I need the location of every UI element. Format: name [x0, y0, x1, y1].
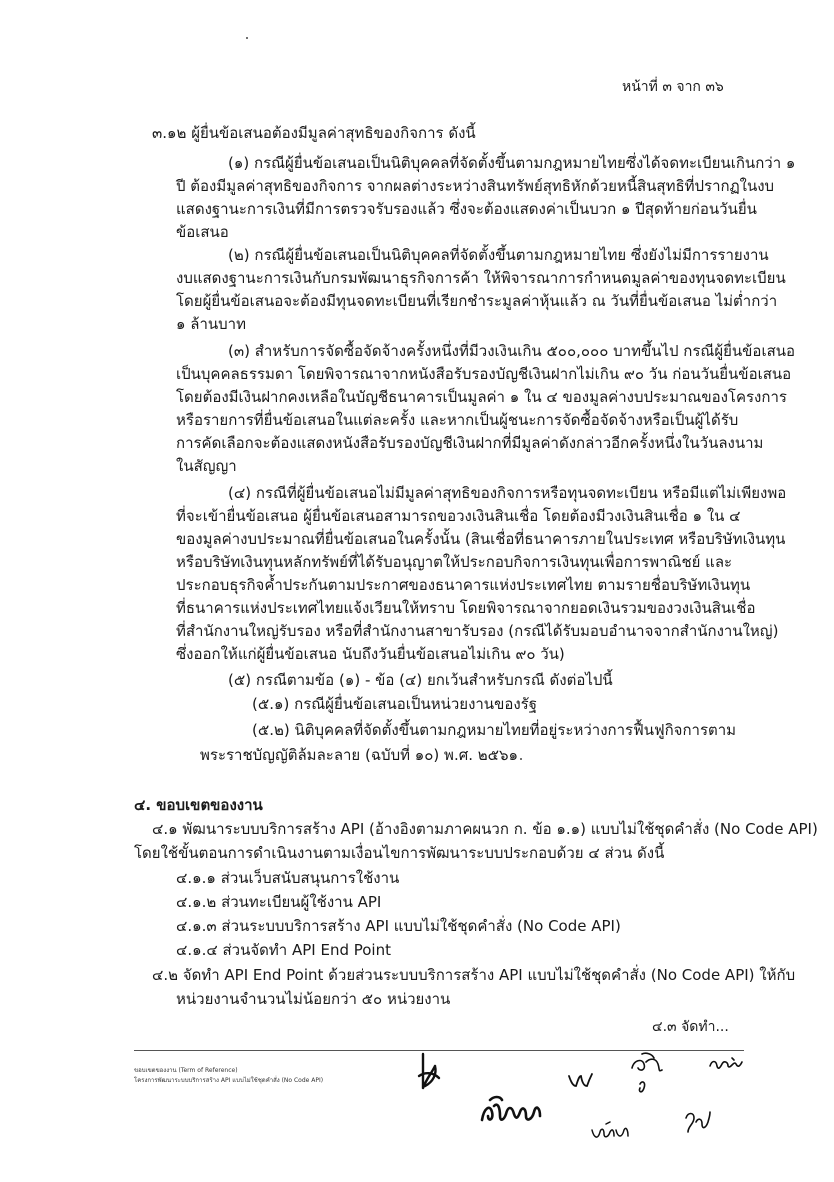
signature-2-icon [567, 1070, 593, 1090]
section-heading: ๔. ขอบเขตของงาน [134, 796, 263, 814]
paragraph-line: การคัดเลือกจะต้องแสดงหนังสือรับรองบัญชีเงินฝากที่มีมูลค่าดังกล่าวอีกครั้งหนึ่งในวันลงนาม [176, 434, 764, 452]
paragraph-line: ๑ ล้านบาท [176, 315, 246, 333]
list-item: ๔.๑.๑ ส่วนเว็บสนับสนุนการใช้งาน [176, 869, 400, 887]
list-item: ๔.๑.๔ ส่วนจัดทำ API End Point [176, 941, 391, 959]
footer-title: ขอบเขตของงาน (Term of Reference) [134, 1067, 238, 1074]
paragraph-line: ที่สำนักงานใหญ่รับรอง หรือที่สำนักงานสาขารับรอง (กรณีได้รับมอบอำนาจจากสำนักงานใหญ่) [176, 622, 779, 640]
paragraph-line: ๔.๒ จัดทำ API End Point ด้วยส่วนระบบบริการสร้าง API แบบไม่ใช้ชุดคำสั่ง (No Code API) ให้กับ [152, 966, 796, 984]
paragraph-line: โดยต้องมีเงินฝากคงเหลือในบัญชีธนาคารเป็นมูลค่า ๑ ใน ๔ ของมูลค่างบประมาณของโครงการ [176, 388, 787, 406]
signature-4-icon [708, 1056, 744, 1074]
paragraph-line: ประกอบธุรกิจค้ำประกันตามประกาศของธนาคารแห่งประเทศไทย ตามรายชื่อบริษัทเงินทุน [176, 576, 751, 594]
paragraph-line: แสดงฐานะการเงินที่มีการตรวจรับรองแล้ว ซึ่งจะต้องแสดงค่าเป็นบวก ๑ ปีสุดท้ายก่อนวันยื่น [176, 200, 757, 218]
page-number: หน้าที่ ๓ จาก ๓๖ [622, 79, 724, 95]
scan-dot [520, 758, 522, 760]
paragraph-line: (๕.๒) นิติบุคคลที่จัดตั้งขึ้นตามกฎหมายไทยที่อยู่ระหว่างการฟื้นฟูกิจการตาม [252, 721, 737, 739]
paragraph-line: (๔) กรณีที่ผู้ยื่นข้อเสนอไม่มีมูลค่าสุทธิของกิจการหรือทุนจดทะเบียน หรือมีแต่ไม่เพียงพอ [228, 484, 787, 502]
paragraph-line: หรือบริษัทเงินทุนหลักทรัพย์ที่ได้รับอนุญาตให้ประกอบกิจการเงินทุนเพื่อการพาณิชย์ และ [176, 553, 733, 571]
paragraph-line: โดยผู้ยื่นข้อเสนอจะต้องมีทุนจดทะเบียนที่เรียกชำระมูลค่าหุ้นแล้ว ณ วันที่ยื่นข้อเสนอ ไม่ต่ำกว่า [176, 292, 778, 310]
paragraph-line: (๕.๑) กรณีผู้ยื่นข้อเสนอเป็นหน่วยงานของรัฐ [252, 695, 537, 713]
paragraph-line: ที่จะเข้ายื่นข้อเสนอ ผู้ยื่นข้อเสนอสามารถขอวงเงินสินเชื่อ โดยต้องมีวงเงินสินเชื่อ ๑ ใน ๔ [176, 507, 741, 525]
signature-3-icon [628, 1052, 668, 1098]
signature-1-icon [415, 1048, 443, 1094]
paragraph-line: ที่ธนาคารแห่งประเทศไทยแจ้งเวียนให้ทราบ โดยพิจารณาจากยอดเงินรวมของวงเงินสินเชื่อ [176, 599, 756, 617]
paragraph-line: เป็นบุคคลธรรมดา โดยพิจารณาจากหนังสือรับรองบัญชีเงินฝากไม่เกิน ๙๐ วัน ก่อนวันยื่นข้อเสนอ [176, 365, 792, 383]
paragraph-line: ข้อเสนอ [176, 223, 229, 241]
signature-5-icon [478, 1094, 544, 1128]
list-item: ๔.๑.๓ ส่วนระบบบริการสร้าง API แบบไม่ใช้ชุดคำสั่ง (No Code API) [176, 917, 621, 935]
paragraph-line: (๒) กรณีผู้ยื่นข้อเสนอเป็นนิติบุคคลที่จัดตั้งขึ้นตามกฎหมายไทย ซึ่งยังไม่มีการรายงาน [228, 246, 769, 264]
paragraph-line: ปี ต้องมีมูลค่าสุทธิของกิจการ จากผลต่างระหว่างสินทรัพย์สุทธิหักด้วยหนี้สินสุทธิที่ปรากฏในงบ [176, 177, 775, 195]
paragraph-line: ในสัญญา [176, 457, 237, 475]
paragraph-line: (๓) สำหรับการจัดซื้อจัดจ้างครั้งหนึ่งที่มีวงเงินเกิน ๕๐๐,๐๐๐ บาทขึ้นไป กรณีผู้ยื่นข้อเสนอ [228, 342, 795, 360]
signature-6-icon [590, 1120, 630, 1144]
footer-project: โครงการพัฒนาระบบบริการสร้าง API แบบไม่ใช้ชุดคำสั่ง (No Code API) [134, 1077, 324, 1084]
paragraph-line: โดยใช้ขั้นตอนการดำเนินงานตามเงื่อนไขการพัฒนาระบบประกอบด้วย ๔ ส่วน ดังนี้ [134, 844, 665, 862]
paragraph-line: ซึ่งออกให้แก่ผู้ยื่นข้อเสนอ นับถึงวันยื่นข้อเสนอไม่เกิน ๙๐ วัน) [176, 645, 565, 663]
paragraph-line: (๑) กรณีผู้ยื่นข้อเสนอเป็นนิติบุคคลที่จัดตั้งขึ้นตามกฎหมายไทยซึ่งได้จดทะเบียนเกินกว่า ๑ [228, 154, 796, 172]
paragraph-line: งบแสดงฐานะการเงินกับกรมพัฒนาธุรกิจการค้า ให้พิจารณาการกำหนดมูลค่าของทุนจดทะเบียน [176, 269, 786, 287]
continued-marker: ๔.๓ จัดทำ... [652, 1019, 729, 1035]
section-heading: ๓.๑๒ ผู้ยื่นข้อเสนอต้องมีมูลค่าสุทธิของกิจการ ดังนี้ [152, 124, 476, 142]
paragraph-line: พระราชบัญญัติล้มละลาย (ฉบับที่ ๑๐) พ.ศ. ๒๕๖๑ [200, 746, 519, 764]
list-item: ๔.๑.๒ ส่วนทะเบียนผู้ใช้งาน API [176, 893, 382, 911]
paragraph-line: หน่วยงานจำนวนไม่น้อยกว่า ๕๐ หน่วยงาน [176, 990, 451, 1008]
paragraph-line: (๕) กรณีตามข้อ (๑) - ข้อ (๔) ยกเว้นสำหรับกรณี ดังต่อไปนี้ [228, 671, 613, 689]
paragraph-line: หรือรายการที่ยื่นข้อเสนอในแต่ละครั้ง และหากเป็นผู้ชนะการจัดซื้อจัดจ้างหรือเป็นผู้ได้รับ [176, 411, 739, 429]
scan-dot [246, 37, 248, 39]
paragraph-line: ๔.๑ พัฒนาระบบบริการสร้าง API (อ้างอิงตามภาคผนวก ก. ข้อ ๑.๑) แบบไม่ใช้ชุดคำสั่ง (No Code API) [152, 820, 818, 838]
paragraph-line: ของมูลค่างบประมาณที่ยื่นข้อเสนอในครั้งนั้น (สินเชื่อที่ธนาคารภายในประเทศ หรือบริษัทเงินทุน [176, 530, 786, 548]
signature-7-icon [682, 1108, 712, 1136]
